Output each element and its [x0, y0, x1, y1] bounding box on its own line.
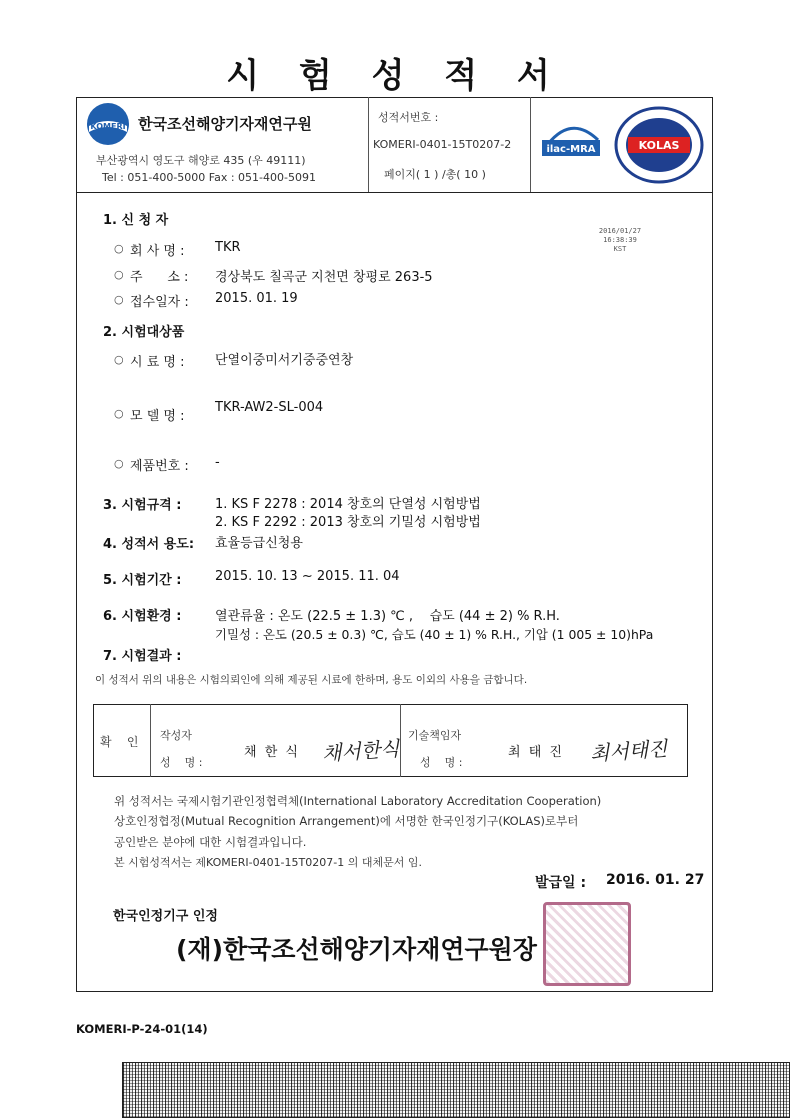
header-divider	[76, 192, 713, 193]
header-divider-v2	[530, 97, 531, 192]
bullet: ○	[114, 457, 124, 470]
official-seal	[543, 902, 631, 986]
section-3-title: 3. 시험규격 :	[103, 498, 182, 513]
confirm-label: 확 인	[100, 735, 139, 749]
issue-date-label: 발급일 :	[535, 875, 587, 891]
page-info: 페이지( 1 ) /총( 10 )	[384, 168, 486, 181]
komeri-logo	[86, 102, 130, 146]
purpose-value: 효율등급신청용	[215, 536, 303, 551]
env-line-1: 열관류율 : 온도 (22.5 ± 1.3) ℃ , 습도 (44 ± 2) % R.H.	[215, 609, 560, 624]
section-2-title: 2. 시험대상품	[103, 325, 185, 340]
timestamp-date: 2016/01/27	[598, 227, 642, 235]
kolas-certification: 한국인정기구 인정	[113, 909, 218, 924]
section-6-title: 6. 시험환경 :	[103, 609, 182, 624]
ilac-text: ilac-MRA	[546, 144, 596, 155]
org-address: 부산광역시 영도구 해양로 435 (우 49111)	[96, 154, 306, 167]
env-line-2: 기밀성 : 온도 (20.5 ± 0.3) ℃, 습도 (40 ± 1) % R.H., 기압 (1 005 ± 10)hPa	[215, 627, 654, 642]
tech-role: 기술책임자	[408, 729, 462, 742]
author-role: 작성자	[160, 729, 192, 742]
period-value: 2015. 10. 13 ~ 2015. 11. 04	[215, 569, 400, 584]
sample-value: 단열이중미서기중중연창	[215, 353, 354, 368]
company-label: 회 사 명 :	[130, 244, 185, 259]
received-label: 접수일자 :	[130, 295, 189, 310]
sig-divider-1	[150, 704, 151, 777]
bullet: ○	[114, 407, 124, 420]
model-value: TKR-AW2-SL-004	[215, 400, 324, 415]
bullet: ○	[114, 268, 124, 281]
section-5-title: 5. 시험기간 :	[103, 573, 182, 588]
model-label: 모 델 명 :	[130, 409, 185, 424]
section-1-title: 1. 신 청 자	[103, 213, 169, 228]
tech-name: 최 태 진	[508, 745, 564, 760]
serial-value: -	[215, 455, 220, 470]
author-name-label: 성 명 :	[160, 756, 203, 769]
form-number: KOMERI-P-24-01(14)	[76, 1022, 208, 1036]
received-value: 2015. 01. 19	[215, 291, 298, 306]
bullet: ○	[114, 242, 124, 255]
standard-1: 1. KS F 2278 : 2014 창호의 단열성 시험방법	[215, 497, 481, 512]
serial-label: 제품번호 :	[130, 459, 189, 474]
kolas-logo	[614, 106, 704, 184]
accreditation-line-3: 공인받은 분야에 대한 시험결과입니다.	[114, 835, 307, 849]
sample-label: 시 료 명 :	[130, 355, 185, 370]
usage-disclaimer: 이 성적서 위의 내용은 시험의뢰인에 의해 제공된 시료에 한하며, 용도 이외의 사용을 금합니다.	[95, 674, 528, 686]
standard-2: 2. KS F 2292 : 2013 창호의 기밀성 시험방법	[215, 515, 481, 530]
replacement-note: 본 시험성적서는 제KOMERI-0401-15T0207-1 의 대체문서 임.	[114, 856, 422, 869]
author-name: 채 한 식	[244, 745, 300, 760]
section-4-title: 4. 성적서 용도:	[103, 537, 195, 552]
report-no-label: 성적서번호 :	[378, 111, 439, 124]
report-no: KOMERI-0401-15T0207-2	[373, 138, 512, 151]
logo-text: KOMERI	[90, 122, 126, 131]
bullet: ○	[114, 353, 124, 366]
company-value: TKR	[215, 240, 241, 255]
header-divider-v1	[368, 97, 369, 192]
tech-signature: 최서태진	[589, 736, 669, 766]
timestamp	[585, 227, 655, 254]
section-7-title: 7. 시험결과 :	[103, 649, 182, 664]
timestamp-zone: KST	[613, 245, 627, 253]
sig-divider-2	[400, 704, 401, 777]
ilac-mra-logo	[540, 118, 602, 164]
institute-director: (재)한국조선해양기자재연구원장	[176, 935, 537, 964]
security-pattern	[122, 1062, 790, 1118]
address-label: 주 소 :	[130, 270, 189, 285]
issue-date: 2016. 01. 27	[606, 872, 705, 888]
kolas-text: KOLAS	[638, 139, 680, 152]
accreditation-line-2: 상호인정협정(Mutual Recognition Arrangement)에 서명한 한국인정기구(KOLAS)로부터	[114, 814, 579, 828]
tech-name-label: 성 명 :	[420, 756, 463, 769]
bullet: ○	[114, 293, 124, 306]
org-contact: Tel : 051-400-5000 Fax : 051-400-5091	[102, 171, 316, 184]
author-signature: 채서한식	[321, 736, 401, 766]
document-title: 시 험 성 적 서	[226, 56, 564, 96]
timestamp-time: 16:38:39	[603, 236, 637, 244]
org-name: 한국조선해양기자재연구원	[138, 115, 312, 133]
accreditation-line-1: 위 성적서는 국제시험기관인정협력체(International Laboratory Accreditation Cooperation)	[114, 794, 602, 808]
address-value: 경상북도 칠곡군 지천면 창평로 263-5	[215, 270, 433, 285]
